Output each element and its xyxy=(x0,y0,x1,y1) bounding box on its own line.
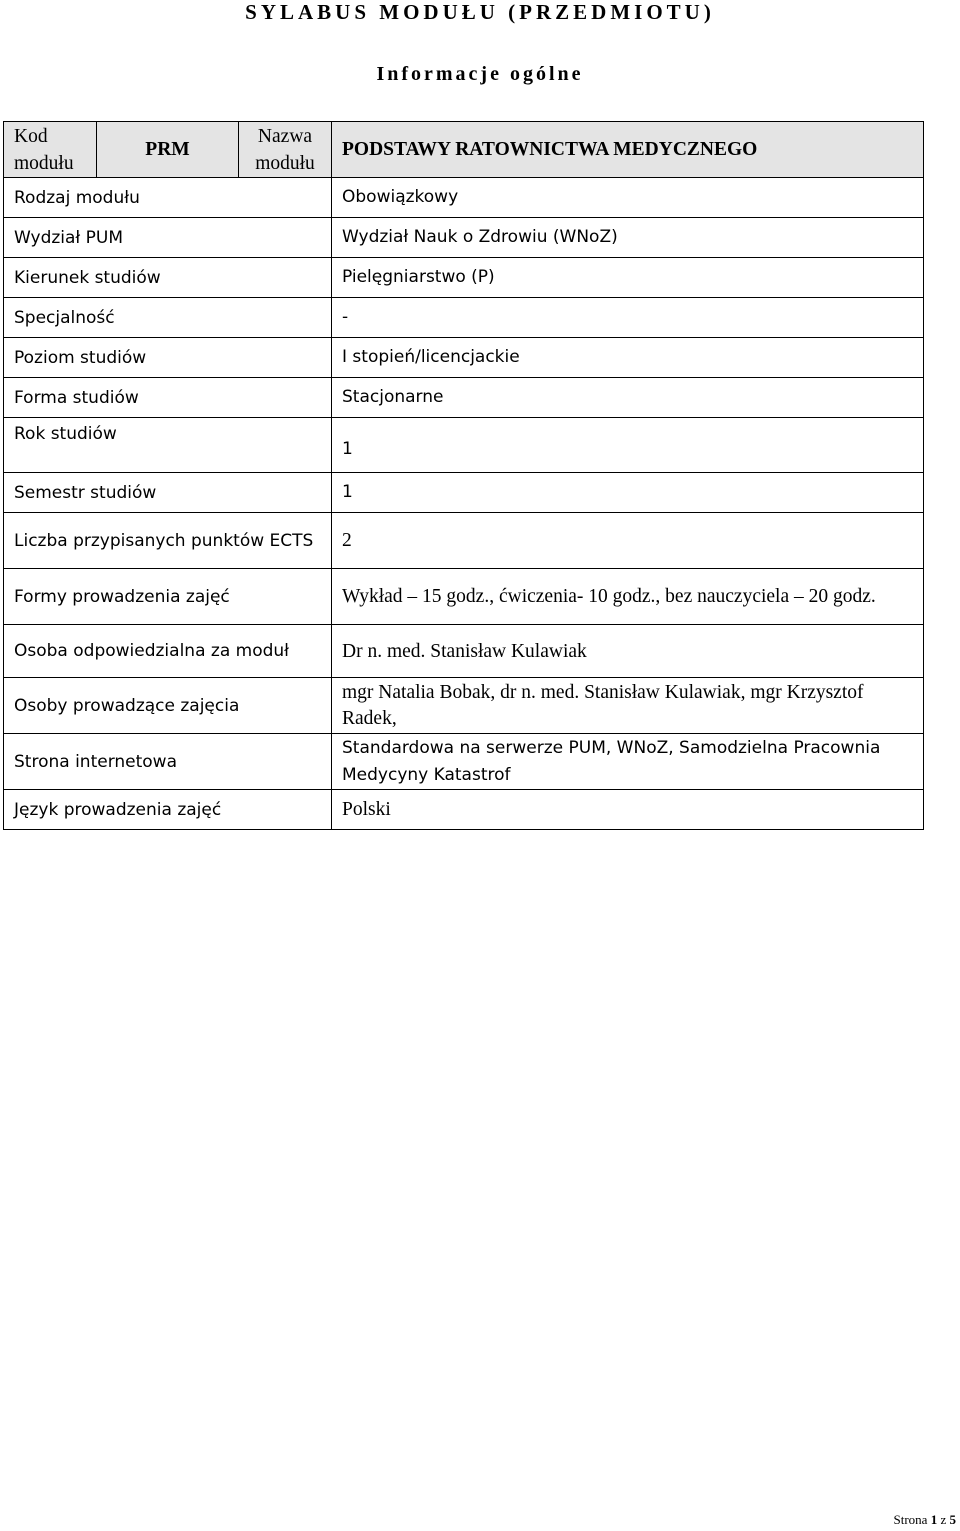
document-title: SYLABUS MODUŁU (PRZEDMIOTU) xyxy=(245,0,715,24)
table-row xyxy=(4,473,924,513)
kod-label: Kod modułu xyxy=(4,122,97,178)
row-label: Wydział PUM xyxy=(4,218,332,258)
row-value: 1 xyxy=(332,473,924,513)
row-value: Stacjonarne xyxy=(332,378,924,418)
table-row xyxy=(4,178,924,218)
table-row xyxy=(4,418,924,473)
row-value: - xyxy=(332,298,924,338)
row-label: Rodzaj modułu xyxy=(4,178,332,218)
nazwa-value: PODSTAWY RATOWNICTWA MEDYCZNEGO xyxy=(332,122,924,178)
nazwa-label: Nazwa modułu xyxy=(239,122,332,178)
row-value: Wykład – 15 godz., ćwiczenia- 10 godz., bez nauczyciela – 20 godz. xyxy=(332,569,924,625)
table-row xyxy=(4,790,924,830)
row-label: Język prowadzenia zajęć xyxy=(4,790,332,830)
table-row xyxy=(4,734,924,790)
section-subtitle: Informacje ogólne xyxy=(376,63,584,85)
row-value: Polski xyxy=(332,790,924,830)
row-value: Pielęgniarstwo (P) xyxy=(332,258,924,298)
row-label: Osoba odpowiedzialna za moduł xyxy=(4,625,332,678)
row-value: Obowiązkowy xyxy=(332,178,924,218)
general-info-table xyxy=(3,121,924,830)
table-row xyxy=(4,218,924,258)
row-value: Wydział Nauk o Zdrowiu (WNoZ) xyxy=(332,218,924,258)
row-label: Strona internetowa xyxy=(4,734,332,790)
row-label: Osoby prowadzące zajęcia xyxy=(4,678,332,734)
row-label: Liczba przypisanych punktów ECTS xyxy=(4,513,332,569)
row-value: Dr n. med. Stanisław Kulawiak xyxy=(332,625,924,678)
row-value: mgr Natalia Bobak, dr n. med. Stanisław Kulawiak, mgr Krzysztof Radek, xyxy=(332,678,924,734)
table-row-module-header xyxy=(4,122,924,178)
row-label: Rok studiów xyxy=(4,418,332,473)
row-value: 1 xyxy=(332,418,924,473)
table-row xyxy=(4,258,924,298)
table-row xyxy=(4,298,924,338)
table-row xyxy=(4,569,924,625)
page-of: z xyxy=(940,1512,947,1527)
row-label: Forma studiów xyxy=(4,378,332,418)
row-label: Semestr studiów xyxy=(4,473,332,513)
row-value: I stopień/licencjackie xyxy=(332,338,924,378)
page-total: 5 xyxy=(949,1512,956,1527)
table-row xyxy=(4,678,924,734)
table-row xyxy=(4,378,924,418)
row-value: 2 xyxy=(332,513,924,569)
page-current: 1 xyxy=(930,1512,938,1527)
row-label: Specjalność xyxy=(4,298,332,338)
table-row xyxy=(4,625,924,678)
row-value: Standardowa na serwerze PUM, WNoZ, Samodzielna Pracownia Medycyny Katastrof xyxy=(332,734,924,790)
table-row xyxy=(4,338,924,378)
row-label: Kierunek studiów xyxy=(4,258,332,298)
page-word: Strona xyxy=(893,1512,928,1527)
kod-value: PRM xyxy=(97,122,239,178)
table-row xyxy=(4,513,924,569)
page-number xyxy=(894,1512,956,1528)
row-label: Poziom studiów xyxy=(4,338,332,378)
row-label: Formy prowadzenia zajęć xyxy=(4,569,332,625)
